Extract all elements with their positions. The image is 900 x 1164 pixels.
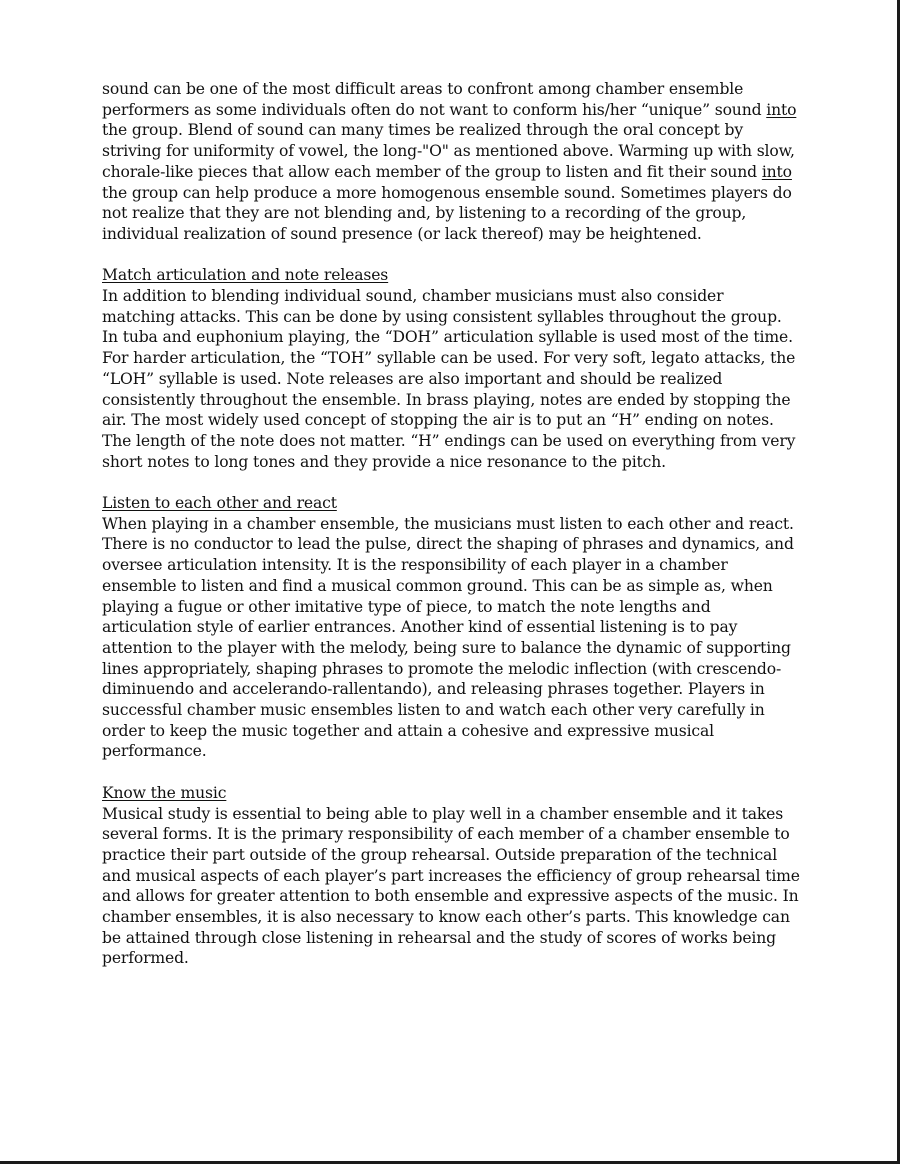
section-heading: Listen to each other and react [102,494,337,513]
intro-text-part1: sound can be one of the most difficult areas to confront among chamber ensemble performers as some individuals often do not want to conform his/her “unique” sound [102,80,767,119]
section-heading: Match articulation and note releases [102,266,389,285]
document-body [102,79,800,969]
section-match-articulation [102,265,800,472]
underlined-word-into: into [766,100,797,119]
section-heading: Know the music [102,783,227,802]
section-listen-react [102,493,800,762]
section-paragraph: When playing in a chamber ensemble, the musicians must listen to each other and react. There is no conductor to lead the pulse, direct the shaping of phrases and dynamics, and oversee articulation intensity. It is the responsibility of each player in a chamber ensemble to listen and find a musical common ground. This can be as simple as, when playing a fugue or other imitative type of piece, to match the note lengths and articulation style of earlier entrances. Another kind of essential listening is to pay attention to the player with the melody, being sure to balance the dynamic of supporting lines appropriately, shaping phrases to promote the melodic inflection (with crescendo-diminuendo and accelerando-rallentando), and releasing phrases together. Players in successful chamber music ensembles listen to and watch each other very carefully in order to keep the music together and attain a cohesive and expressive musical performance. [102,514,794,761]
underlined-word-into: into [761,162,792,181]
section-paragraph: In addition to blending individual sound, chamber musicians must also consider matching attacks. This can be done by using consistent syllables throughout the group. In tuba and euphonium playing, the “DOH” articulation syllable is used most of the time. For harder articulation, the “TOH” syllable can be used. For very soft, legato attacks, the “LOH” syllable is used. Note releases are also important and should be realized consistently throughout the ensemble. In brass playing, notes are ended by stopping the air. The most widely used concept of stopping the air is to put an “H” ending on notes. The length of the note does not matter. “H” endings can be used on everything from very short notes to long tones and they provide a nice resonance to the pitch. [102,287,796,471]
section-know-music [102,783,800,969]
section-paragraph: Musical study is essential to being able to play well in a chamber ensemble and it takes several forms. It is the primary responsibility of each member of a chamber ensemble to practice their part outside of the group rehearsal. Outside preparation of the technical and musical aspects of each player’s part increases the efficiency of group rehearsal time and allows for greater attention to both ensemble and expressive aspects of the music. In chamber ensembles, it is also necessary to know each other’s parts. This knowledge can be attained through close listening in rehearsal and the study of scores of works being performed. [102,804,800,968]
intro-text-part2: the group. Blend of sound can many times be realized through the oral concept by striving for uniformity of vowel, the long-"O" as mentioned above. Warming up with slow, chorale-like pieces that allow each member of the group to listen and fit their sound [102,121,795,181]
intro-paragraph [102,79,800,245]
intro-text-part3: the group can help produce a more homogenous ensemble sound. Sometimes players do not realize that they are not blending and, by listening to a recording of the group, individual realization of sound presence (or lack thereof) may be heightened. [102,183,792,243]
